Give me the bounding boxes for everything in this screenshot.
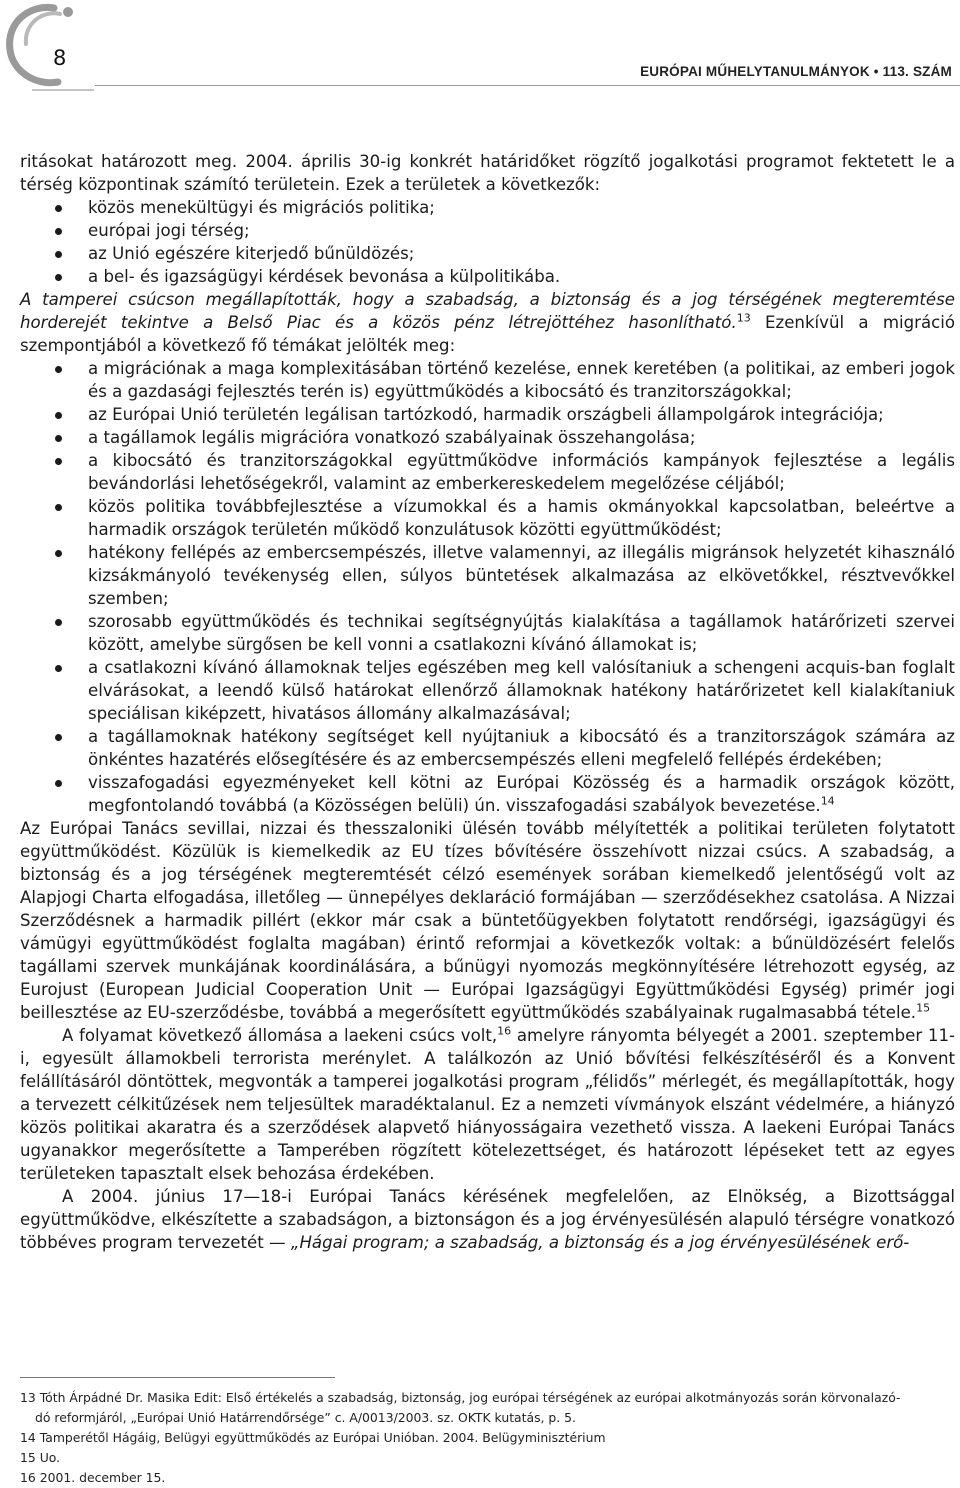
list-item-text: a csatlakozni kívánó államoknak teljes egészében meg kell valósítaniuk a schengeni acquis-ban foglalt elvárásokat, a leendő külső határokat ellenőrző államoknak hatékony határőrizetet kell kialakítaniuk speciálisan kiképzett, hivatásos állomány alkalmazásával; — [88, 658, 955, 723]
bullet-icon — [55, 734, 62, 741]
list-item-text: hatékony fellépés az embercsempészés, illetve valamennyi, az illegális migránsok helyzetét kihasználó kizsákmányoló tevékenység ellen, súlyos büntetések alkalmazása az elkövetőkkel, résztvevőkkel szemben; — [88, 543, 955, 608]
footnote-13-line-1: 13 Tóth Árpádné Dr. Masika Edit: Első értékelés a szabadság, biztonság, jog európai térségének az európai alkotmányozás során körvonalazó- — [20, 1390, 901, 1405]
paragraph-4 — [20, 1024, 955, 1185]
paragraph-5 — [20, 1185, 955, 1254]
header-rule — [95, 85, 960, 86]
footnote-ref-14: 14 — [820, 794, 835, 808]
bullet-icon — [55, 780, 62, 787]
footnote-13 — [20, 1388, 955, 1428]
bullet-icon — [55, 435, 62, 442]
list-item-text: szorosabb együttműködés és technikai segítségnyújtás kialakítása a tagállamok határőrizeti szervei között, amelybe sürgősen be kell vonni a csatlakozni kívánó államokat is; — [88, 612, 955, 654]
paragraph-3-text: Az Európai Tanács sevillai, nizzai és thesszaloniki ülésén tovább mélyítették a politikai területen folytatott együttműködést. Közülük is kiemelkedik az EU tízes bővítésére összehívott nizzai csúcs. A szabadság, a biztonság és a jog térségének megteremtését célzó események sorában kiemelkedő jelentőségű volt az Alapjogi Charta elfogadása, illetőleg — ünnepélyes deklaráció formájában — szerződésekhez csatolása. A Nizzai Szerződésnek a harmadik pillért (ekkor már csak a büntetőügyekben folytatott rendőrségi, igazságügyi és vámügyi együttműködést foglalta magában) érintő reformjai a következők voltak: a bűnüldözésért felelős tagállami szervek munkájának koordinálására, a bűnügyi nyomozás megkönnyítésére létrehozott egység, az Eurojust (European Judicial Cooperation Unit — Európai Igazságügyi Együttműködési Egység) primér jogi beillesztése az EU-szerződésbe, továbbá a megerősített együttműködés szabályainak rugalmasabbá tétele. — [20, 819, 955, 1022]
list-item — [20, 242, 955, 265]
list-item-text: a kibocsátó és tranzitországokkal együttműködve információs kampányok fejlesztése a legális bevándorlási lehetőségekről, valamint az emberkereskedelem megelőzése céljából; — [88, 451, 955, 493]
list-item — [20, 196, 955, 219]
tampere-statement: A tamperei csúcson megállapították, hogy a szabadság, a biztonság és a jog térségének megteremtése horderejét tekintve a Belső Piac és a közös pénz létrejöttéhez hasonlítható. — [20, 290, 955, 332]
page-number: 8 — [53, 46, 67, 70]
bullet-icon — [55, 412, 62, 419]
running-title: EURÓPAI MŰHELYTANULMÁNYOK • 113. SZÁM — [640, 64, 952, 79]
list-item — [20, 403, 955, 426]
paragraph-2-rest: Ezenkívül a migráció szempontjából a következő fő témákat jelölték meg: — [20, 313, 956, 355]
bullet-icon — [55, 458, 62, 465]
bullet-icon — [55, 550, 62, 557]
list-item — [20, 725, 955, 771]
bullet-icon — [55, 274, 62, 281]
list-item-text: a bel- és igazságügyi kérdések bevonása a külpolitikába. — [88, 267, 561, 286]
footnotes — [20, 1388, 955, 1488]
paragraph-4-rest: amelyre rányomta bélyegét a 2001. szeptember 11-i, egyesült államokbeli terrorista merénylet. A találkozón az Unió bővítési felkészítéséről és a Konvent felállításáról döntöttek, megvonták a tamperei jogalkotási program „félidős” mérlegét, és megállapították, hogy a tervezett célkitűzések nem teljesültek maradéktalanul. Ez a nemzeti vívmányok elszánt védelmére, a hiányzó közös politikai akaratra és a szerződések alapvető hiányosságaira vezethető vissza. A laekeni Európai Tanács ugyanakkor megerősítette a Tamperében rögzített kötelezettséget, és határozott lépéseket tett az egyes területeken tapasztalt elsek behozása érdekében. — [20, 1026, 956, 1183]
paragraph-4-start: A folyamat következő állomása a laekeni csúcs volt, — [62, 1026, 498, 1045]
list-item — [20, 219, 955, 242]
bullet-icon — [55, 504, 62, 511]
list-item — [20, 449, 955, 495]
main-text — [20, 150, 955, 1254]
list-item-text: a tagállamok legális migrációra vonatkozó szabályainak összehangolása; — [88, 428, 696, 447]
footnote-14: 14 Tamperétől Hágáig, Belügyi együttműködés az Európai Unióban. 2004. Belügyminisztérium — [20, 1430, 606, 1445]
bullet-icon — [55, 228, 62, 235]
list-item — [20, 656, 955, 725]
migration-topics-list — [20, 357, 955, 817]
bullet-icon — [55, 665, 62, 672]
area-list — [20, 196, 955, 288]
list-item-text: a tagállamoknak hatékony segítséget kell nyújtaniuk a kibocsátó és a tranzitországok számára az önkéntes hazatérés elősegítésére és az embercsempészés elleni megfelelő fellépés érdekében; — [88, 727, 955, 769]
paragraph-3 — [20, 817, 955, 1024]
list-item-text: az Európai Unió területén legálisan tartózkodó, harmadik országbeli állampolgárok integrációja; — [88, 405, 884, 424]
paragraph-5-text: A 2004. június 17—18-i Európai Tanács kérésének megfelelően, az Elnökség, a Bizottsággal együttműködve, elkészítette a szabadságon, a biztonságon és a jog érvényesülésén alapuló térségre vonatkozó többéves program tervezetét — — [20, 1187, 955, 1252]
list-item-text: a migrációnak a maga komplexitásában történő kezelése, ennek keretében (a politikai, az emberi jogok és a gazdasági fejlesztés terén is) együttműködés a kibocsátó és tranzitországokkal; — [88, 359, 955, 401]
publication-logo-icon — [2, 2, 94, 92]
list-item — [20, 541, 955, 610]
list-item — [20, 357, 955, 403]
list-item-text: európai jogi térség; — [88, 221, 250, 240]
list-item — [20, 610, 955, 656]
list-item — [20, 771, 955, 817]
footnote-16: 16 2001. december 15. — [20, 1470, 166, 1485]
paragraph-2 — [20, 288, 955, 357]
list-item — [20, 265, 955, 288]
list-item-text: az Unió egészére kiterjedő bűnüldözés; — [88, 244, 415, 263]
footnote-13-line-2: dó reformjáról, „Európai Unió Határrendőrsége” c. A/0013/2003. sz. OKTK kutatás, p. 5. — [35, 1410, 576, 1425]
hague-programme-title: „Hágai program; a szabadság, a biztonság és a jog érvényesülésének erő- — [290, 1233, 910, 1252]
footnote-ref-13: 13 — [736, 311, 751, 325]
list-item — [20, 426, 955, 449]
bullet-icon — [55, 366, 62, 373]
footnote-ref-15: 15 — [916, 1001, 931, 1015]
list-item — [20, 495, 955, 541]
list-item-text: visszafogadási egyezményeket kell kötni az Európai Közösség és a harmadik országok között, megfontolandó továbbá (a Közösségen belüli) ún. visszafogadási szabályok bevezetése. — [88, 773, 955, 815]
footnote-15: 15 Uo. — [20, 1450, 61, 1465]
page-header — [0, 0, 960, 96]
footnote-rule — [20, 1377, 335, 1378]
list-item-text: közös menekültügyi és migrációs politika; — [88, 198, 435, 217]
bullet-icon — [55, 251, 62, 258]
paragraph-1: ritásokat határozott meg. 2004. április 30-ig konkrét határidőket rögzítő jogalkotási programot fektetett le a térség központinak számító területein. Ezek a területek a következők: — [20, 152, 955, 194]
list-item-text: közös politika továbbfejlesztése a vízumokkal és a hamis okmányokkal kapcsolatban, beleértve a harmadik országok területén működő konzulátusok közötti együttműködést; — [88, 497, 955, 539]
bullet-icon — [55, 205, 62, 212]
footnote-ref-16: 16 — [497, 1024, 512, 1038]
bullet-icon — [55, 619, 62, 626]
